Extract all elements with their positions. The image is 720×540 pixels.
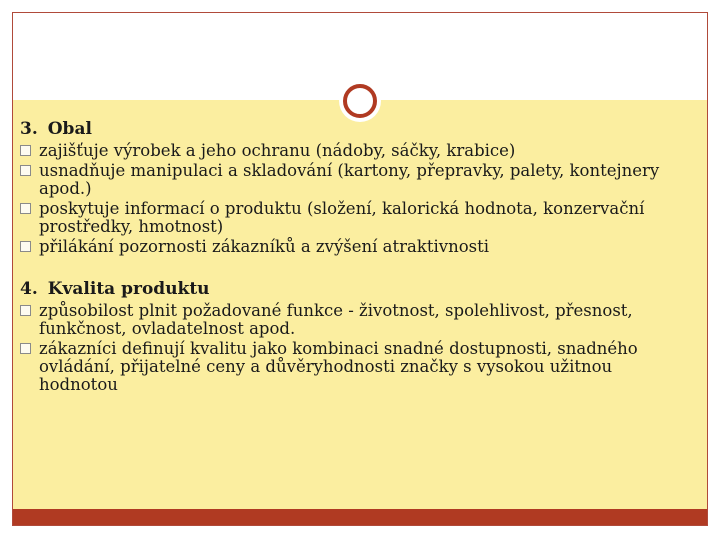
slide-body [20, 118, 680, 396]
section-heading-obal [20, 118, 680, 140]
checkbox-bullet-icon [20, 165, 31, 176]
list-item [20, 340, 680, 394]
decorative-circle-icon [343, 84, 377, 118]
list-item-text: poskytuje informací o produktu (složení, kalorická hodnota, konzervační prostředky, hmotnost) [39, 199, 645, 236]
section-title: Kvalita produktu [47, 279, 210, 299]
list-item-text: zákazníci definují kvalitu jako kombinaci snadné dostupnosti, snadného ovládání, přijatelné ceny a důvěryhodnosti značky s vysokou užitnou hodnotou [39, 339, 638, 394]
list-item-text: usnadňuje manipulaci a skladování (kartony, přepravky, palety, kontejnery apod.) [39, 161, 660, 198]
list-item-text: přilákání pozornosti zákazníků a zvýšení atraktivnosti [39, 237, 490, 256]
section-title: Obal [47, 119, 92, 139]
list-item [20, 142, 680, 160]
list-item [20, 302, 680, 338]
checkbox-bullet-icon [20, 241, 31, 252]
section-number: 4. [20, 279, 38, 299]
checkbox-bullet-icon [20, 203, 31, 214]
checkbox-bullet-icon [20, 343, 31, 354]
list-item [20, 162, 680, 198]
list-item-text: způsobilost plnit požadované funkce - životnost, spolehlivost, přesnost, funkčnost, ovladatelnost apod. [39, 301, 633, 338]
list-item [20, 238, 680, 256]
checkbox-bullet-icon [20, 145, 31, 156]
checkbox-bullet-icon [20, 305, 31, 316]
section-heading-kvalita [20, 278, 680, 300]
list-item-text: zajišťuje výrobek a jeho ochranu (nádoby, sáčky, krabice) [39, 141, 516, 160]
section-number: 3. [20, 119, 38, 139]
bottom-accent-bar [13, 509, 707, 525]
list-item [20, 200, 680, 236]
